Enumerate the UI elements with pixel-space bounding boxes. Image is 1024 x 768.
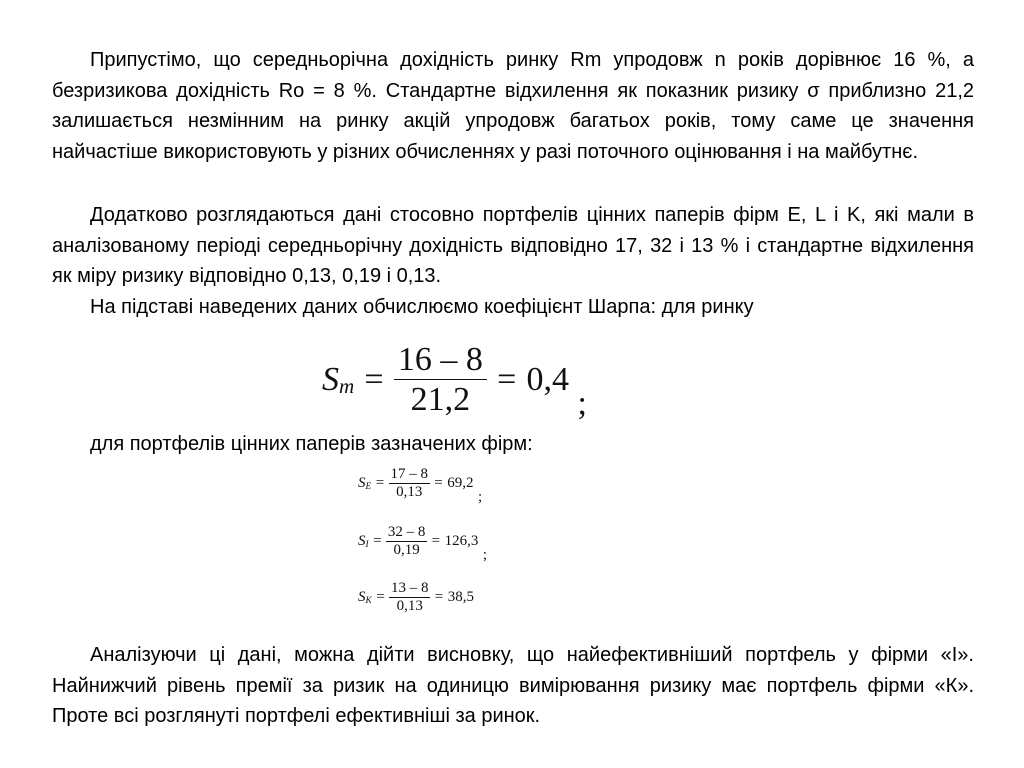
fraction-denominator: 21,2: [410, 381, 471, 419]
formula-symbol: S: [358, 475, 366, 492]
equals-sign: =: [434, 475, 443, 492]
fraction-numerator: 13 – 8: [390, 580, 429, 596]
formula-subscript: I: [365, 540, 369, 550]
paragraph-portfolios-intro: для портфелів цінних паперів зазначених фірм:: [90, 433, 533, 455]
formula-fraction: [389, 466, 430, 502]
formula-fraction: [386, 524, 427, 560]
formula-symbol: S: [322, 360, 339, 398]
formula-subscript: K: [365, 596, 372, 606]
formula-sharpe-market: [322, 340, 587, 422]
equals-sign: =: [434, 589, 444, 606]
formula-result: 126,3: [444, 533, 479, 550]
fraction-numerator: 17 – 8: [390, 466, 428, 482]
equals-sign: =: [375, 475, 385, 492]
paragraph-market-assumptions: Припустімо, що середньорічна дохідність ринку Rm упродовж n років дорівнює 16 %, а безризикова дохідність Ro = 8 %. Стандартне відхилення як показник ризику σ приблизно 21,2 залишається незмінним на ринку акцій упродовж багатьох років, тому саме це значення найчастіше використовують у різних обчисленнях у разі поточного оцінювання і на майбутнє.: [52, 49, 974, 163]
formula-symbol: S: [358, 589, 366, 606]
formula-fraction: [394, 340, 487, 419]
fraction-numerator: 16 – 8: [397, 341, 483, 378]
formula-result: 38,5: [447, 589, 474, 606]
formula-terminator: ;: [482, 547, 488, 564]
formula-sharpe-firm-k: [358, 580, 474, 616]
paragraph-conclusion: Аналізуючи ці дані, можна дійти висновку, що найефективніший портфель у фірми «І». Найнижчий рівень премії за ризик на одиницю вимірювання ризику має портфель фірми «К». Проте всі розглянуті портфелі ефективніші за ринок.: [52, 644, 974, 727]
paragraph-sharpe-intro: На підставі наведених даних обчислюємо коефіцієнт Шарпа: для ринку: [90, 296, 754, 318]
formula-terminator: ;: [577, 384, 587, 422]
formula-result: 0,4: [526, 360, 570, 398]
equals-sign: =: [373, 533, 382, 550]
formula-subscript: m: [339, 374, 355, 399]
formula-result: 69,2: [447, 475, 474, 492]
formula-symbol: S: [358, 533, 366, 550]
fraction-denominator: 0,13: [396, 484, 423, 501]
fraction-denominator: 0,13: [396, 598, 423, 615]
equals-sign: =: [364, 360, 384, 398]
formula-subscript: E: [365, 482, 372, 492]
paragraph-portfolio-data: Додатково розглядаються дані стосовно портфелів цінних паперів фірм E, L і K, які мали в аналізованому періоді середньорічну дохідність відповідно 17, 32 і 13 % і стандартне відхилення як міру ризику відповідно 0,13, 0,19 і 0,13.: [52, 204, 974, 287]
equals-sign: =: [431, 533, 441, 550]
equals-sign: =: [376, 589, 385, 606]
formula-fraction: [389, 580, 430, 616]
formula-terminator: ;: [477, 489, 483, 506]
formula-sharpe-firm-e: [358, 466, 483, 506]
equals-sign: =: [497, 360, 517, 398]
formula-sharpe-firm-l: [358, 524, 488, 564]
fraction-numerator: 32 – 8: [387, 524, 426, 540]
fraction-denominator: 0,19: [393, 542, 420, 559]
